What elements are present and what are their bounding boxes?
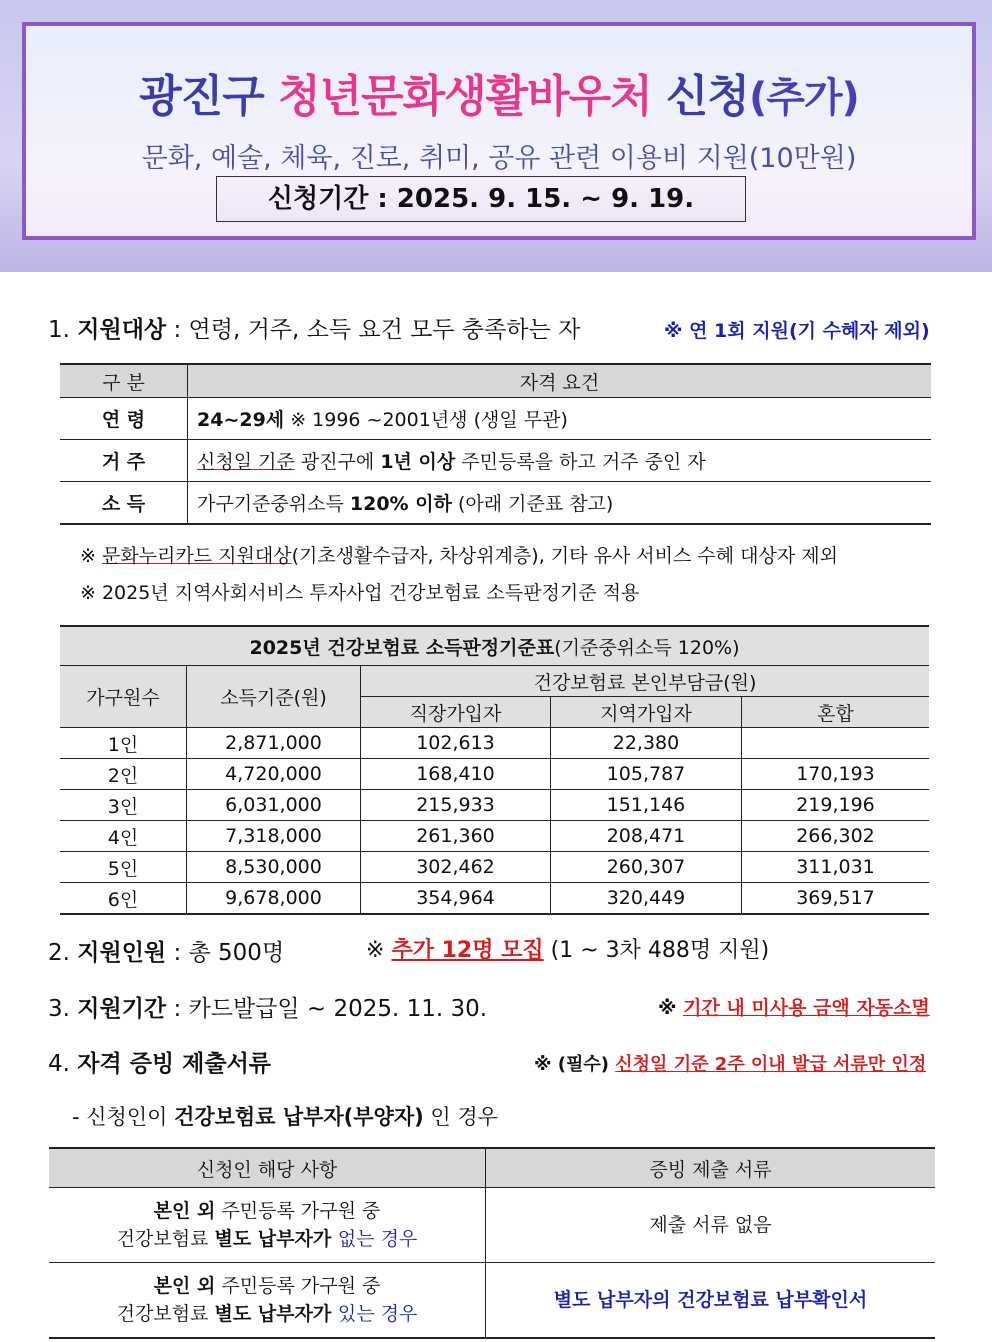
table-row	[60, 852, 929, 883]
cell: 4,720,000	[187, 759, 361, 790]
documents-table	[49, 1147, 935, 1339]
residence-basis: 신청일 기준	[197, 451, 295, 473]
income-limit: 120% 이하	[349, 493, 452, 515]
table-row	[60, 821, 929, 852]
case-condition: 없는 경우	[337, 1228, 418, 1250]
col-applicant-case: 신청인 해당 사항	[49, 1148, 486, 1188]
cell: 208,471	[551, 821, 742, 852]
note-text: 2025년 지역사회서비스 투자사업 건강보험료 소득판정기준 적용	[101, 582, 640, 604]
income-pre: 가구기준중위소득	[197, 493, 350, 515]
case-no-payer	[49, 1188, 486, 1263]
table-header-requirement: 자격 요건	[188, 364, 932, 398]
table-row	[49, 1188, 935, 1263]
cell: 170,193	[742, 759, 930, 790]
sub-heading-rest: 인 경우	[423, 1105, 498, 1129]
cell: 2인	[60, 759, 187, 790]
cell: 4인	[60, 821, 187, 852]
age-birthyear: ※ 1996 ~2001년생 (생일 무관)	[284, 409, 568, 431]
table-row	[60, 883, 929, 915]
case-text: 주민등록 가구원 중	[215, 1200, 381, 1222]
col-income: 소득기준(원)	[187, 666, 361, 728]
row-label-residence: 거 주	[60, 440, 188, 482]
cell	[742, 728, 930, 759]
cell: 5인	[60, 852, 187, 883]
banner-subtitle: 문화, 예술, 체육, 진로, 취미, 공유 관련 이용비 지원(10만원)	[141, 143, 857, 174]
section3-text: : 카드발급일 ~ 2025. 11. 30.	[166, 996, 488, 1022]
cell: 266,302	[742, 821, 930, 852]
title-program: 청년문화생활바우처	[278, 71, 652, 122]
cell: 3인	[60, 790, 187, 821]
section2-text: : 총 500명	[166, 940, 285, 966]
section2-number: 2.	[48, 940, 78, 966]
application-period: 신청기간 : 2025. 9. 15. ~ 9. 19.	[216, 176, 746, 222]
page-title	[26, 60, 972, 124]
residence-mid: 광진구에	[294, 451, 381, 473]
section1-note: ※ 연 1회 지원(기 수혜자 제외)	[664, 320, 930, 342]
section2-heading	[48, 934, 284, 967]
table-caption	[60, 626, 929, 666]
case-bold: 본인 외	[153, 1200, 216, 1222]
title-district: 광진구	[139, 71, 279, 122]
cell: 320,449	[551, 883, 742, 915]
case-bold2: 별도 납부자가	[214, 1228, 338, 1250]
section4-title: 자격 증빙 제출서류	[77, 1051, 272, 1077]
col-mixed: 혼합	[742, 697, 930, 728]
table-row	[60, 398, 931, 440]
col-employee: 직장가입자	[361, 697, 551, 728]
case-has-payer	[49, 1263, 486, 1339]
case-pre: 건강보험료	[116, 1228, 215, 1250]
note-mark: ※	[366, 938, 392, 963]
cell: 9,678,000	[187, 883, 361, 915]
table-row	[60, 790, 929, 821]
cell: 354,964	[361, 883, 551, 915]
doc-payment-certificate: 별도 납부자의 건강보험료 납부확인서	[486, 1263, 936, 1339]
case-bold: 본인 외	[153, 1275, 216, 1297]
extra-recruit: 추가 12명 모집	[391, 938, 544, 963]
section1-text: : 연령, 거주, 소득 요건 모두 충족하는 자	[166, 317, 581, 343]
col-insurance-group: 건강보험료 본인부담금(원)	[361, 666, 930, 697]
table-row	[60, 482, 931, 525]
section1-heading	[48, 311, 580, 344]
case-pre: 건강보험료	[116, 1303, 215, 1325]
case-condition: 있는 경우	[337, 1303, 418, 1325]
cell: 105,787	[551, 759, 742, 790]
section3-note	[658, 993, 930, 1020]
residence-period: 1년 이상	[380, 451, 456, 473]
document-validity-note: 신청일 기준 2주 이내 발급 서류만 인정	[615, 1054, 927, 1075]
cell: 6,031,000	[187, 790, 361, 821]
cell: 1인	[60, 728, 187, 759]
col-household: 가구원수	[60, 666, 187, 728]
cell: 6인	[60, 883, 187, 915]
table-row	[60, 440, 931, 482]
section3-number: 3.	[48, 996, 78, 1022]
title-banner	[22, 22, 976, 240]
cell: 369,517	[742, 883, 930, 915]
cell: 215,933	[361, 790, 551, 821]
row-value-age	[188, 398, 932, 440]
note-text: (1 ~ 3차 488명 지원)	[543, 938, 770, 963]
caption-rest: (기준중위소득 120%)	[554, 636, 740, 659]
table-row	[60, 759, 929, 790]
row-value-residence	[188, 440, 932, 482]
sub-heading-pre: - 신청인이	[72, 1105, 175, 1129]
row-label-income: 소 득	[60, 482, 188, 525]
cell: 219,196	[742, 790, 930, 821]
expiry-note: 기간 내 미사용 금액 자동소멸	[683, 997, 930, 1019]
sub-heading	[72, 1101, 498, 1131]
cell: 102,613	[361, 728, 551, 759]
row-value-income	[188, 482, 932, 525]
note-underlined: 문화누리카드 지원대상	[101, 545, 292, 567]
section3-heading	[48, 990, 487, 1023]
caption-title: 2025년 건강보험료 소득판정기준표	[249, 636, 555, 659]
cell: 302,462	[361, 852, 551, 883]
note-text: (기초생활수급자, 차상위계층), 기타 유사 서비스 수혜 대상자 제외	[291, 545, 838, 567]
cell: 260,307	[551, 852, 742, 883]
cell: 151,146	[551, 790, 742, 821]
doc-none: 제출 서류 없음	[486, 1188, 936, 1263]
note-mark: ※	[80, 582, 102, 604]
income-criteria-table	[60, 625, 929, 915]
table-header-category: 구 분	[60, 364, 188, 398]
section4-number: 4.	[48, 1051, 78, 1077]
col-required-docs: 증빙 제출 서류	[486, 1148, 936, 1188]
eligibility-table	[60, 363, 931, 525]
section2-title: 지원인원	[77, 940, 167, 966]
residence-rest: 주민등록을 하고 거주 중인 자	[455, 451, 706, 473]
section4-note	[534, 1050, 926, 1076]
note-mark: ※	[658, 997, 684, 1019]
cell: 2,871,000	[187, 728, 361, 759]
cell: 261,360	[361, 821, 551, 852]
section1-number: 1.	[48, 317, 78, 343]
note-mark: ※	[80, 545, 102, 567]
cell: 7,318,000	[187, 821, 361, 852]
title-apply: 신청	[651, 71, 749, 122]
table-row	[49, 1263, 935, 1339]
case-bold2: 별도 납부자가	[214, 1303, 338, 1325]
section2-note	[366, 933, 769, 964]
row-label-age: 연 령	[60, 398, 188, 440]
age-range: 24~29세	[197, 409, 285, 431]
note-mark: ※ (필수)	[534, 1054, 616, 1075]
cell: 311,031	[742, 852, 930, 883]
title-extra: (추가)	[748, 75, 859, 121]
col-regional: 지역가입자	[551, 697, 742, 728]
income-rest: (아래 기준표 참고)	[451, 493, 614, 515]
cell: 22,380	[551, 728, 742, 759]
table-row	[60, 728, 929, 759]
cell: 8,530,000	[187, 852, 361, 883]
sub-heading-bold: 건강보험료 납부자(부양자)	[174, 1105, 424, 1129]
section4-heading	[48, 1045, 271, 1078]
section1-title: 지원대상	[77, 317, 167, 343]
section3-title: 지원기간	[77, 996, 167, 1022]
exclusion-note	[80, 541, 838, 568]
criteria-note	[80, 578, 639, 605]
cell: 168,410	[361, 759, 551, 790]
case-text: 주민등록 가구원 중	[215, 1275, 381, 1297]
